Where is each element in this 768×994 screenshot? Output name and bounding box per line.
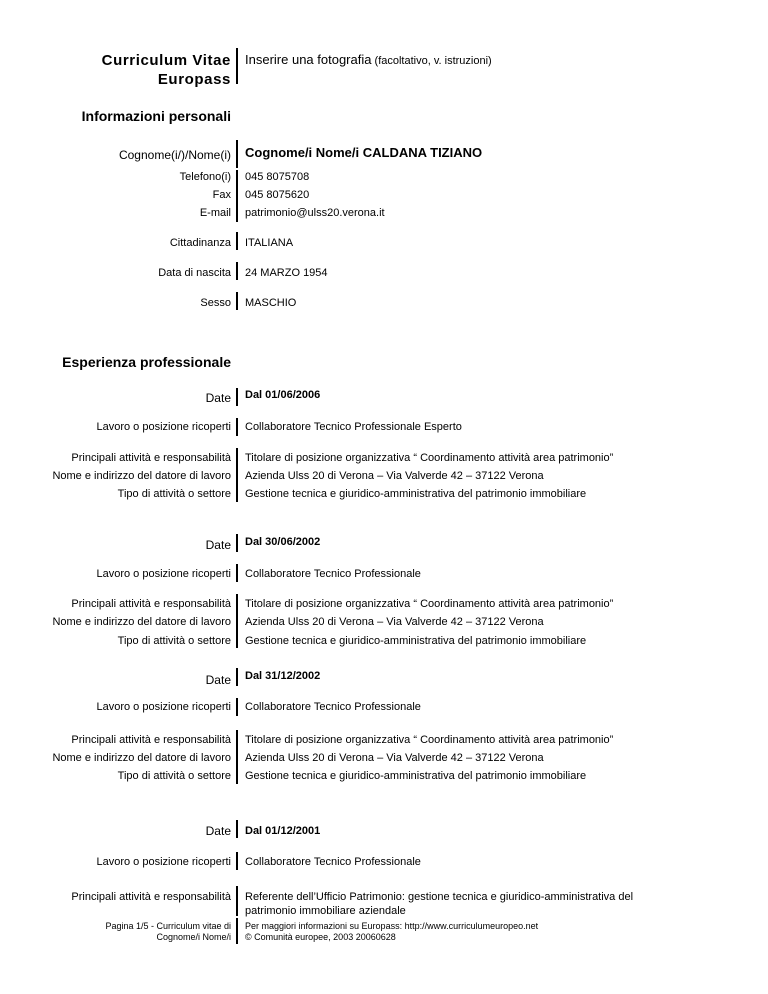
separator-line [236, 292, 238, 310]
date-label: Date [205, 391, 231, 405]
cv-title-line1: Curriculum Vitae [101, 52, 231, 69]
entry-date: Dal 30/06/2002 [245, 536, 321, 548]
position-label: Lavoro o posizione ricoperti [96, 421, 231, 433]
separator-line [236, 262, 238, 280]
footer-europass-link: Per maggiori informazioni su Europass: http://www.curriculumeuropeo.net [245, 921, 539, 931]
activities-label: Principali attività e responsabilità [71, 452, 231, 464]
position-label: Lavoro o posizione ricoperti [96, 568, 231, 580]
separator-line [236, 388, 238, 406]
employer-label: Nome e indirizzo del datore di lavoro [52, 470, 231, 482]
separator-line [236, 48, 238, 84]
fax-label: Fax [212, 189, 231, 201]
footer-page-info: Pagina 1/5 - Curriculum vitae di [105, 921, 231, 931]
separator-line [236, 852, 238, 870]
fax-value: 045 8075620 [245, 189, 310, 201]
position-label: Lavoro o posizione ricoperti [96, 701, 231, 713]
footer-copyright: © Comunità europee, 2003 20060628 [245, 932, 396, 942]
sector-label: Tipo di attività o settore [117, 488, 231, 500]
sector-label: Tipo di attività o settore [117, 770, 231, 782]
separator-line [236, 564, 238, 582]
entry-activities: Titolare di posizione organizzativa “ Coordinamento attività area patrimonio” [245, 734, 614, 746]
employer-label: Nome e indirizzo del datore di lavoro [52, 752, 231, 764]
phone-value: 045 8075708 [245, 171, 310, 183]
entry-activities: Titolare di posizione organizzativa “ Coordinamento attività area patrimonio” [245, 598, 614, 610]
separator-line [236, 534, 238, 552]
sex-value: MASCHIO [245, 297, 297, 309]
activities-label: Principali attività e responsabilità [71, 891, 231, 903]
entry-date: Dal 01/12/2001 [245, 825, 321, 837]
date-label: Date [205, 538, 231, 552]
name-value: Cognome/i Nome/i CALDANA TIZIANO [245, 145, 483, 160]
entry-employer: Azienda Ulss 20 di Verona – Via Valverde 42 – 37122 Verona [245, 752, 544, 764]
birth-date-label: Data di nascita [158, 267, 231, 279]
separator-line [236, 820, 238, 838]
separator-line [236, 668, 238, 686]
name-label: Cognome(i/)/Nome(i) [118, 148, 231, 162]
separator-line [236, 886, 238, 916]
separator-line [236, 730, 238, 784]
entry-employer: Azienda Ulss 20 di Verona – Via Valverde 42 – 37122 Verona [245, 616, 544, 628]
entry-sector: Gestione tecnica e giuridico-amministrativa del patrimonio immobiliare [245, 635, 587, 647]
entry-position: Collaboratore Tecnico Professionale [245, 568, 421, 580]
photo-placeholder-note: (facoltativo, v. istruzioni) [374, 55, 492, 67]
separator-line [236, 418, 238, 436]
birth-date-value: 24 MARZO 1954 [245, 267, 328, 279]
separator-line [236, 232, 238, 250]
position-label: Lavoro o posizione ricoperti [96, 856, 231, 868]
separator-line [236, 698, 238, 716]
entry-activities: Titolare di posizione organizzativa “ Coordinamento attività area patrimonio” [245, 452, 614, 464]
section-title-personal: Informazioni personali [81, 108, 231, 124]
separator-line [236, 594, 238, 648]
entry-sector: Gestione tecnica e giuridico-amministrativa del patrimonio immobiliare [245, 770, 587, 782]
footer-cv-owner: Cognome/i Nome/i [156, 932, 231, 942]
separator-line [236, 140, 238, 168]
section-title-experience: Esperienza professionale [62, 354, 231, 370]
sector-label: Tipo di attività o settore [117, 635, 231, 647]
date-label: Date [205, 824, 231, 838]
citizenship-value: ITALIANA [245, 237, 294, 249]
activities-label: Principali attività e responsabilità [71, 598, 231, 610]
employer-label: Nome e indirizzo del datore di lavoro [52, 616, 231, 628]
date-label: Date [205, 673, 231, 687]
email-value: patrimonio@ulss20.verona.it [245, 207, 385, 219]
entry-position: Collaboratore Tecnico Professionale Esperto [245, 421, 462, 433]
entry-sector: Gestione tecnica e giuridico-amministrativa del patrimonio immobiliare [245, 488, 587, 500]
separator-line [236, 918, 238, 944]
photo-placeholder [245, 53, 492, 68]
email-label: E-mail [199, 207, 231, 219]
entry-date: Dal 31/12/2002 [245, 670, 321, 682]
cv-title-line2: Europass [157, 71, 231, 88]
activities-label: Principali attività e responsabilità [71, 734, 231, 746]
entry-activities: Referente dell’Ufficio Patrimonio: gestione tecnica e giuridico-amministrativa del patrimonio immobiliare aziendale [245, 891, 634, 917]
entry-position: Collaboratore Tecnico Professionale [245, 701, 421, 713]
phone-label: Telefono(i) [179, 171, 231, 183]
entry-date: Dal 01/06/2006 [245, 389, 321, 401]
separator-line [236, 170, 238, 222]
citizenship-label: Cittadinanza [169, 237, 231, 249]
photo-placeholder-text: Inserire una fotografia [245, 52, 372, 67]
entry-employer: Azienda Ulss 20 di Verona – Via Valverde 42 – 37122 Verona [245, 470, 544, 482]
separator-line [236, 448, 238, 502]
sex-label: Sesso [200, 297, 231, 309]
entry-position: Collaboratore Tecnico Professionale [245, 856, 421, 868]
